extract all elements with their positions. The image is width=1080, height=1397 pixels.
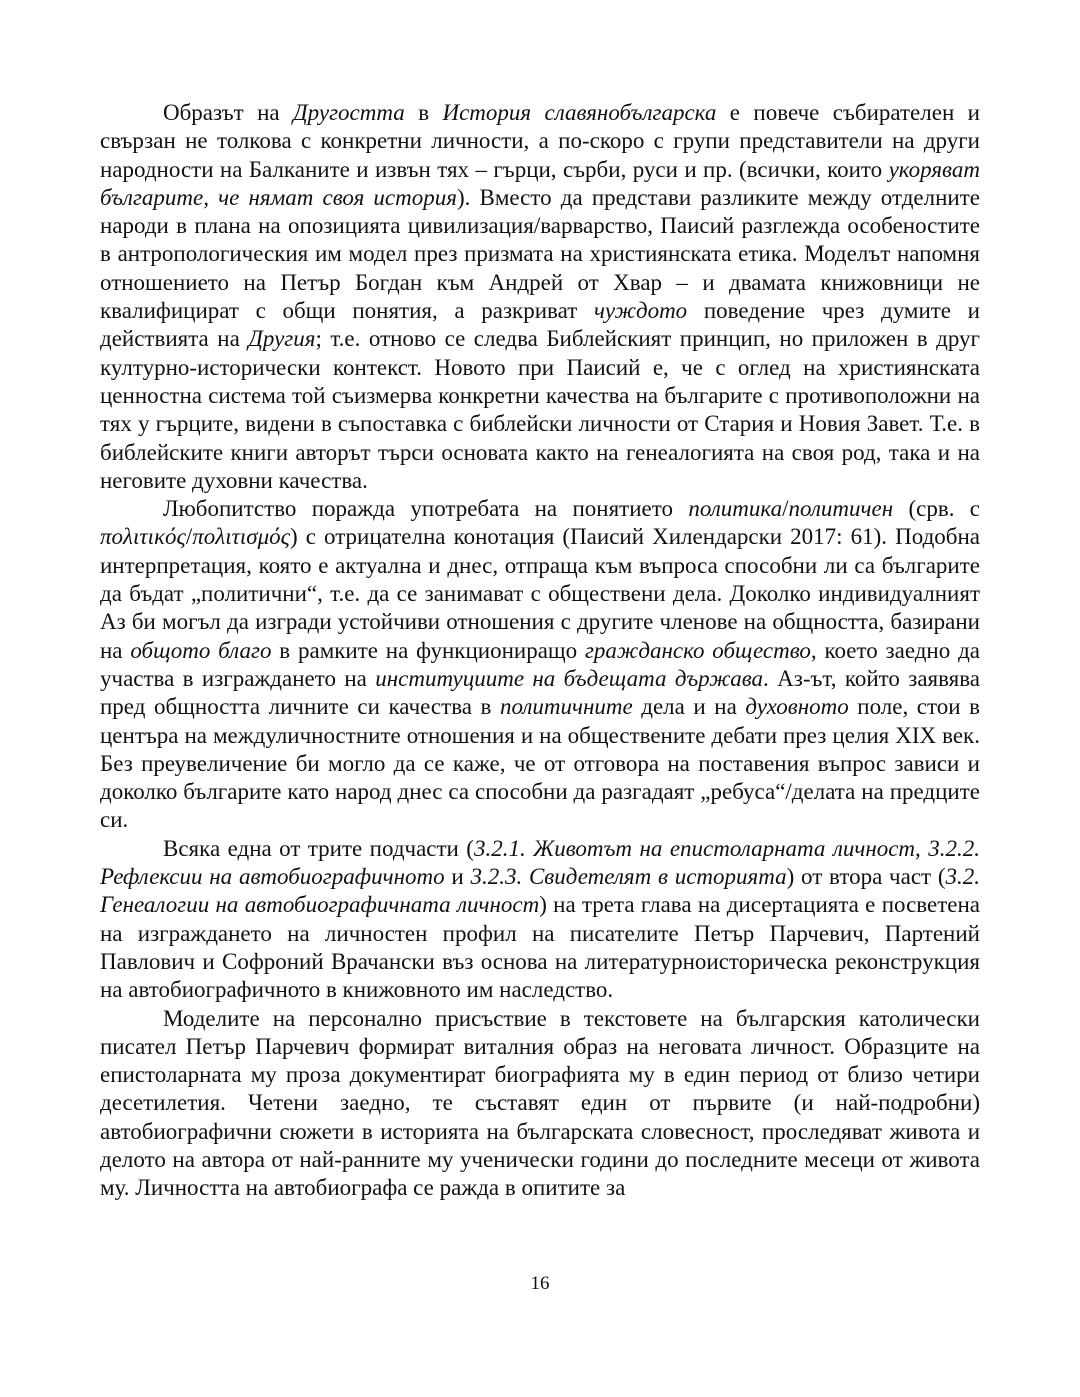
page-number: 16 <box>530 1273 550 1294</box>
text-run: Любопитство поражда употребата на понятието <box>163 496 689 522</box>
italic-run: 3.2.1. Животът на епистоларната личност <box>473 835 916 861</box>
text-run: Моделите на персонално присъствие в текстовете на българския католически писател Петър Парчевич формират виталния образ на неговата личност. Образците на епистоларната му проза документират биографията му в един период от близо четири десетилетия. Четени заедно, те съставят един от първите (и най-подробни) автобиографични сюжети в историята на българската словесност, проследяват живота и делото на автора от най-ранните му ученически години до последните месеци от живота му. Личността на автобиографа се ражда в опитите за <box>100 1005 980 1201</box>
text-run: , което заедно да участва в изграждането на <box>100 637 980 691</box>
text-run: , <box>915 835 929 861</box>
italic-run: политичните <box>499 694 633 720</box>
paragraph-3 <box>100 835 980 1005</box>
italic-run: укоряват българите, че нямат своя история <box>100 156 980 210</box>
text-run: Всяка една от трите подчасти ( <box>163 835 474 861</box>
text-run: е повече събирателен и свързан не толкова с конкретни личности, а по-скоро с групи представители на други народности на Балканите и извън тях – гърци, сърби, руси и пр. (всички, които <box>100 100 980 182</box>
italic-run: гражданско общество <box>584 637 811 663</box>
text-run: . Аз-ът, който заявява пред общността личните си качества в <box>100 665 981 720</box>
paragraph-4 <box>100 1005 980 1203</box>
document-body <box>100 99 980 1203</box>
italic-run: πολιτισμός <box>192 524 290 550</box>
italic-run: 3.2.2. Рефлексии на автобиографичното <box>100 835 980 890</box>
italic-run: Другостта <box>293 100 405 125</box>
text-run: / <box>782 496 789 522</box>
text-run: ; т.е. отново се следва Библейският принцип, но приложен в друг културно-исторически контекст. Новото при Паисий е, че с оглед на християнската ценностна система той съизмерва конкретни качества на българите с противоположни на тях у гърците, видени в съпоставка с библейски личности от Стария и Новия Завет. Т.е. в библейските книги авторът търси основата както на генеалогията на своя род, така и на неговите духовни качества. <box>100 326 980 493</box>
italic-run: политичен <box>788 496 894 522</box>
paragraph-2 <box>100 495 980 835</box>
text-run: в <box>404 100 443 125</box>
text-run: в рамките на функциониращо <box>271 637 585 663</box>
text-run: ) от втора част ( <box>786 864 946 890</box>
italic-run: 3.2.3. Свидетелят в историята <box>470 864 787 890</box>
text-run: дела и на <box>632 694 746 720</box>
italic-run: чуждото <box>593 298 688 324</box>
italic-run: πολιτικός <box>100 524 186 550</box>
italic-run: Другия <box>248 326 316 352</box>
text-run: ) на трета глава на дисертацията е посветена на изграждането на личностен профил на писателите Петър Парчевич, Партений Павлович и Софроний Врачански въз основа на литературноисторическа реконструкция на автобиографичното в книжовното им наследство. <box>100 892 980 1003</box>
text-run: поле, стои в центъра на междуличностните отношения и на обществените дебати през целия XIX век. Без преувеличение би могло да се каже, че от отговора на поставения въпрос зависи и доколко българите като народ днес са способни да разгадаят „ребуса“/делата на предците си. <box>100 694 980 833</box>
text-run: ). Вместо да представи разликите между отделните народи в плана на опозицията цивилизация/варварство, Паисий разглежда особеностите в антропологическия им модел през призмата на християнската етика. Моделът напомня отношението на Петър Богдан към Андрей от Хвар – и двамата книжовници не квалифицират с общи понятия, а разкриват <box>100 184 980 324</box>
text-run: Образът на <box>163 100 294 125</box>
text-run: / <box>185 524 193 550</box>
paragraph-1 <box>100 99 980 495</box>
italic-run: общото благо <box>130 637 272 663</box>
text-run: (срв. с <box>893 496 980 522</box>
italic-run: 3.2. Генеалогии на автобиографичната личност <box>100 864 981 918</box>
italic-run: политика <box>688 496 783 522</box>
italic-run: История славянобългарска <box>442 100 717 125</box>
text-run: поведение чрез думите и действията на <box>100 298 980 352</box>
italic-run: институциите на бъдещата държава <box>375 665 764 691</box>
italic-run: духовното <box>745 694 849 720</box>
text-run: ) с отрицателна конотация (Паисий Хилендарски 2017: 61). Подобна интерпретация, която е актуална и днес, отпраща към въпроса способни ли са българите да бъдат „политични“, т.е. да се занимават с обществени дела. Доколко индивидуалният Аз би могъл да изгради устойчиви отношения с другите членове на общността, базирани на <box>100 524 980 663</box>
text-run: и <box>444 864 471 890</box>
